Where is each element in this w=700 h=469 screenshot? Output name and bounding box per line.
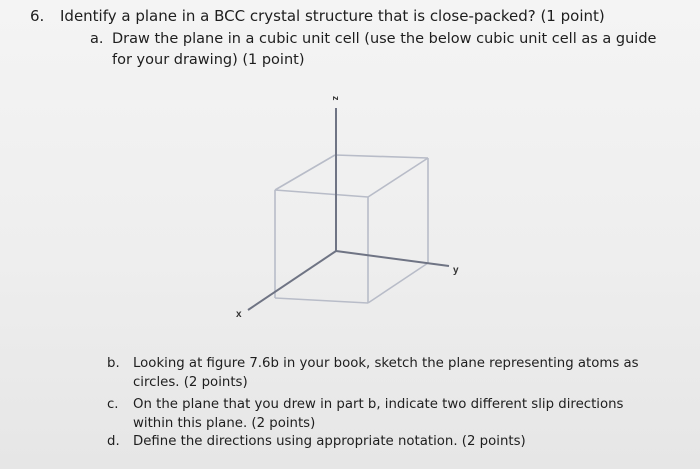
part-d-label: d. xyxy=(107,434,120,449)
cube-edge xyxy=(368,158,428,197)
coordinate-axes xyxy=(248,108,449,310)
part-d xyxy=(107,432,667,451)
question-text: Identify a plane in a BCC crystal structure that is close-packed? (1 point) xyxy=(60,7,605,25)
part-b-text: Looking at figure 7.6b in your book, sketch the plane representing atoms as circles. (2 points) xyxy=(133,356,639,390)
part-c xyxy=(107,395,667,433)
z-axis-label: z xyxy=(331,96,341,101)
part-a-text: Draw the plane in a cubic unit cell (use the below cubic unit cell as a guide for your drawing) (1 point) xyxy=(112,31,657,68)
cube-edge xyxy=(275,298,368,303)
cube-edge xyxy=(368,263,428,303)
part-c-label: c. xyxy=(107,397,119,412)
question-number: 6. xyxy=(30,7,45,25)
cube-edges xyxy=(275,155,428,303)
cube-edge xyxy=(335,155,428,158)
x-axis-label: x xyxy=(236,309,242,320)
part-d-text: Define the directions using appropriate notation. (2 points) xyxy=(133,434,526,449)
y-axis-line xyxy=(336,251,449,266)
cube-edge xyxy=(275,155,335,190)
part-a-label: a. xyxy=(90,31,104,47)
part-c-text: On the plane that you drew in part b, indicate two different slip directions within this plane. (2 points) xyxy=(133,397,624,431)
part-b-label: b. xyxy=(107,356,120,371)
y-axis-label: y xyxy=(453,265,459,276)
part-b xyxy=(107,354,667,392)
cube-edge xyxy=(275,190,368,197)
